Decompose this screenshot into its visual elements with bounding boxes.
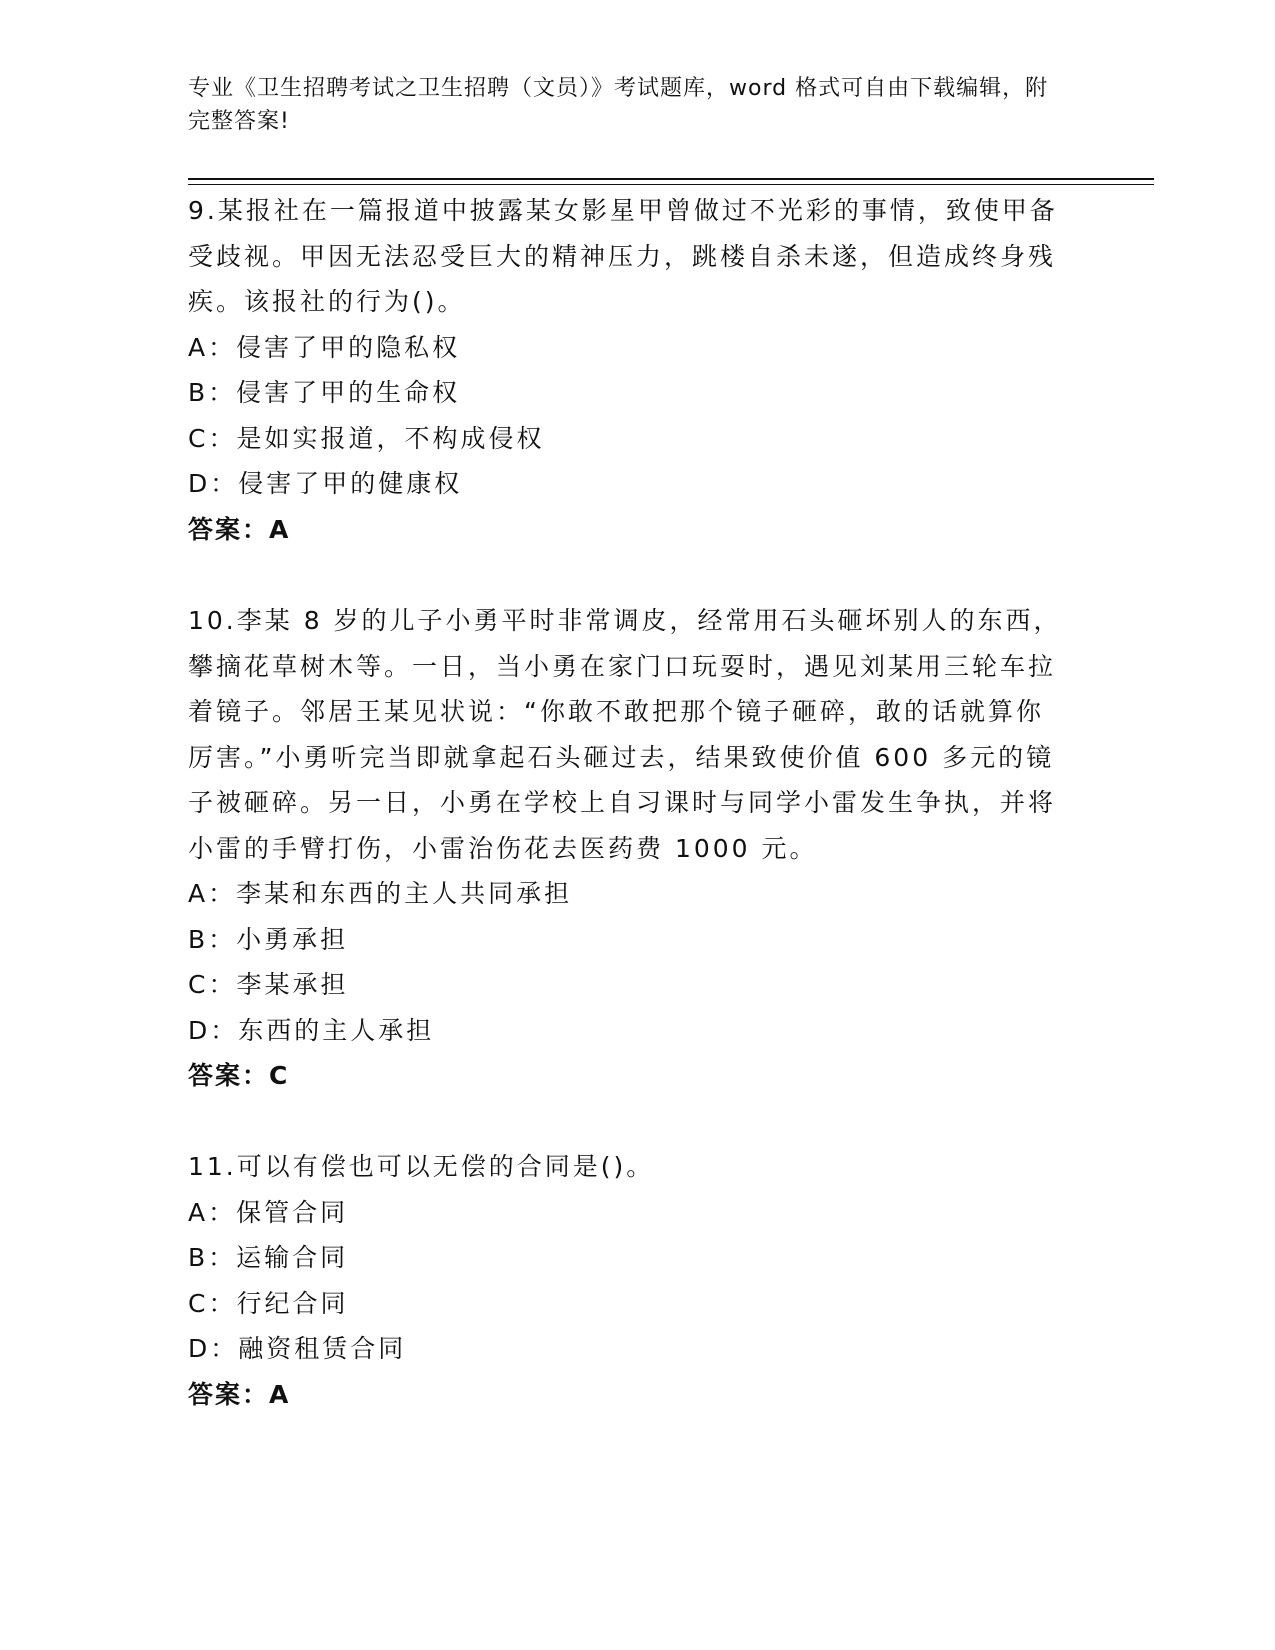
option-c: C：李某承担 <box>188 970 349 999</box>
option-b: B：侵害了甲的生命权 <box>188 378 461 407</box>
option-a: A：保管合同 <box>188 1197 349 1227</box>
header-rule-thin <box>188 184 1154 185</box>
option-d: D：侵害了甲的健康权 <box>188 469 463 498</box>
question-stem: 10.李某 8 岁的儿子小勇平时非常调皮，经常用石头砸坏别人的东西，攀摘花草树木等。一日，当小勇在家门口玩耍时，遇见刘某用三轮车拉着镜子。邻居王某见状说：“你敢不敢把那个镜子砸碎，敢的话就算你厉害。”小勇听完当即就拿起石头砸过去，结果致使价值 600 多元的镜子被砸碎。另一日，小勇在学校上自习课时与同学小雷发生争执，并将小雷的手臂打伤，小雷治伤花去医药费 1000 元。 <box>188 606 1062 863</box>
answer: 答案：C <box>188 1061 290 1090</box>
question-9 <box>188 188 1068 552</box>
option-c: C：是如实报道，不构成侵权 <box>188 423 545 453</box>
question-stem: 9.某报社在一篇报道中披露某女影星甲曾做过不光彩的事情，致使甲备受歧视。甲因无法忍受巨大的精神压力，跳楼自杀未遂，但造成终身残疾。该报社的行为()。 <box>188 196 1058 316</box>
option-c: C：行纪合同 <box>188 1288 349 1318</box>
option-b: B：运输合同 <box>188 1243 349 1272</box>
answer: 答案：A <box>188 1379 291 1409</box>
option-b: B：小勇承担 <box>188 924 349 954</box>
option-a: A：侵害了甲的隐私权 <box>188 332 461 362</box>
question-11 <box>188 1144 1068 1417</box>
option-a: A：李某和东西的主人共同承担 <box>188 879 573 908</box>
document-header: 专业《卫生招聘考试之卫生招聘（文员）》考试题库，word 格式可自由下载编辑，附完整答案! <box>188 76 1049 134</box>
option-d: D：融资租赁合同 <box>188 1334 407 1363</box>
question-stem: 11.可以有偿也可以无偿的合同是()。 <box>188 1152 655 1181</box>
header-rule-thick <box>188 178 1154 180</box>
answer: 答案：A <box>188 514 291 544</box>
option-d: D：东西的主人承担 <box>188 1015 435 1045</box>
question-10 <box>188 598 1068 1099</box>
